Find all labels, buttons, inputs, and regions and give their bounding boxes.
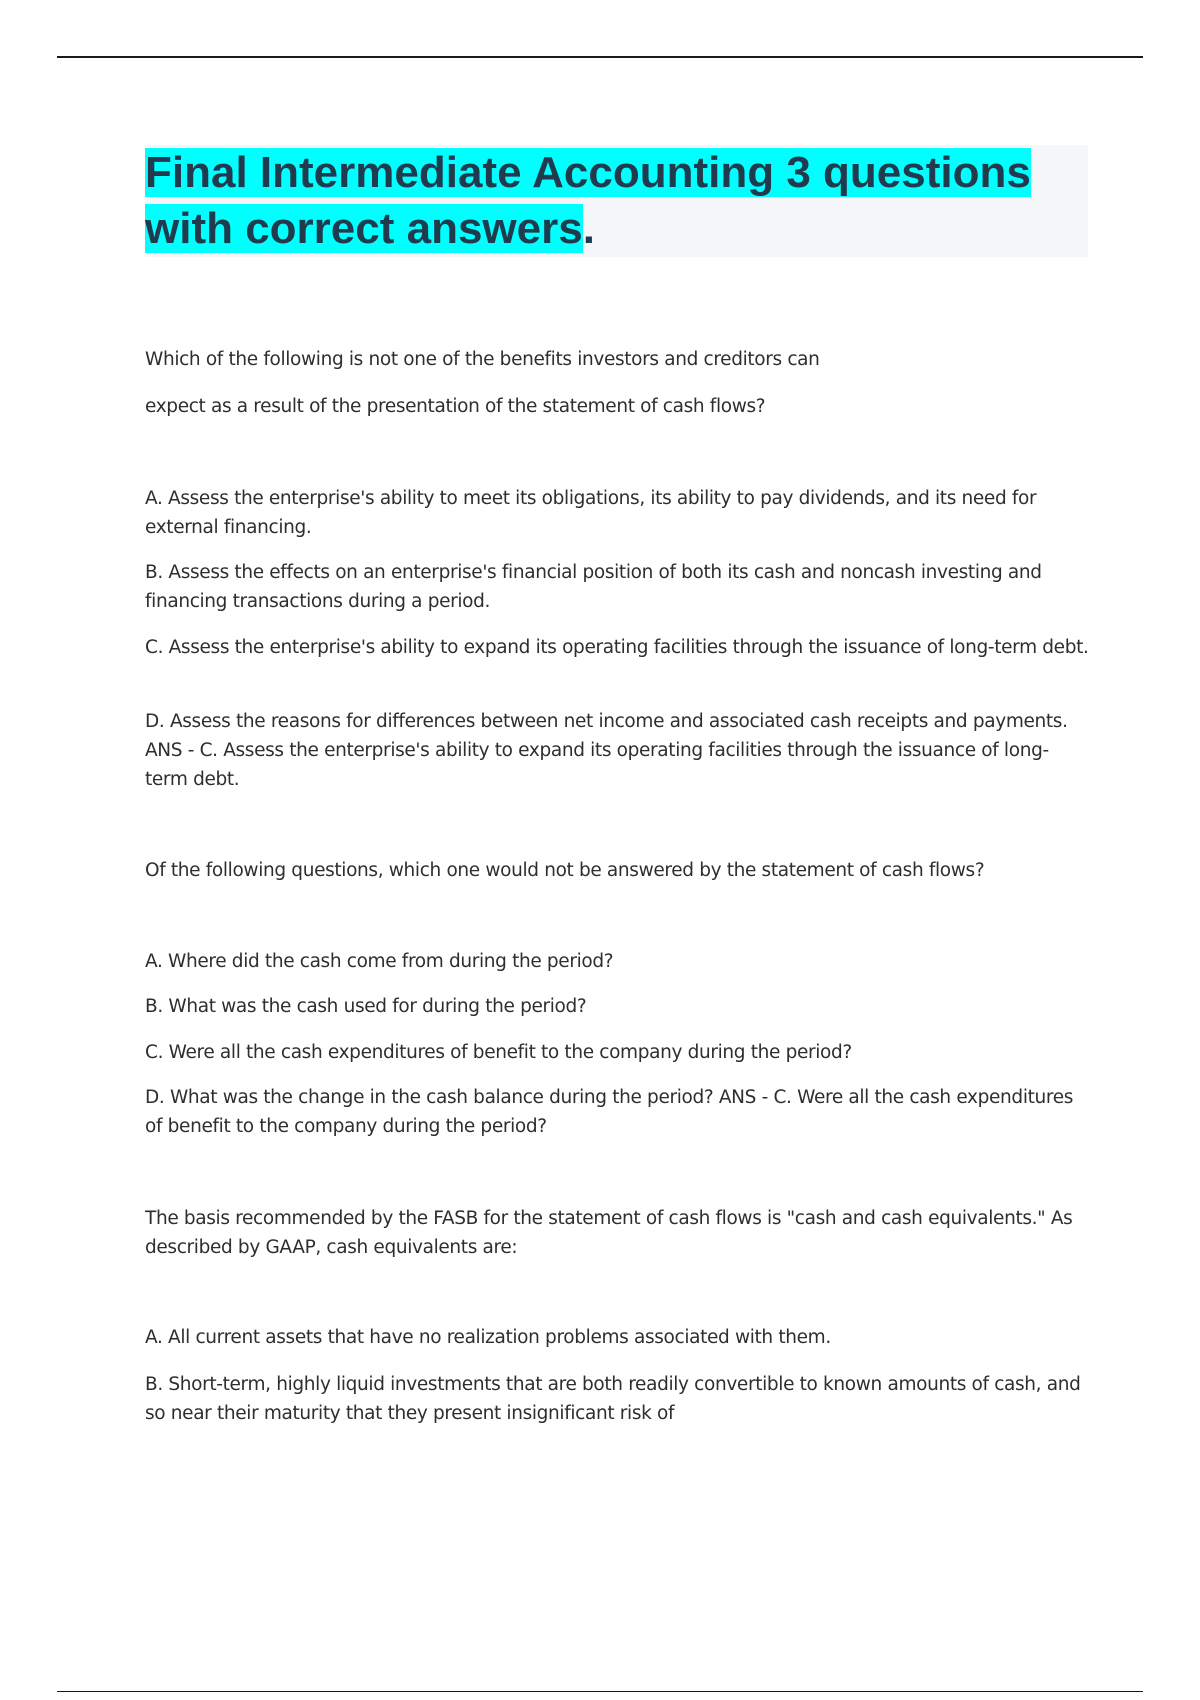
top-rule <box>57 56 1143 58</box>
title-period: . <box>582 204 595 253</box>
q2-option-d-answer: D. What was the change in the cash balance during the period? ANS - C. Were all the cash expenditures of benefit to the company during the period? <box>145 1087 1074 1137</box>
q2-stem: Of the following questions, which one would not be answered by the statement of cash flows? <box>145 860 985 881</box>
q1-option-a: A. Assess the enterprise's ability to meet its obligations, its ability to pay dividends, and its need for external financing. <box>145 488 1037 538</box>
q1-stem-line2: expect as a result of the presentation of the statement of cash flows? <box>145 396 766 417</box>
q1-stem-line1: Which of the following is not one of the benefits investors and creditors can <box>145 349 820 370</box>
q3-option-b: B. Short-term, highly liquid investments that are both readily convertible to known amounts of cash, and so near their maturity that they present insignificant risk of <box>145 1374 1081 1424</box>
bottom-rule <box>57 1691 1143 1692</box>
document-title <box>145 145 1088 257</box>
q3-option-a: A. All current assets that have no realization problems associated with them. <box>145 1327 831 1348</box>
q2-option-b: B. What was the cash used for during the period? <box>145 996 587 1017</box>
q2-option-a: A. Where did the cash come from during the period? <box>145 951 614 972</box>
title-highlight: Final Intermediate Accounting 3 questions with correct answers <box>145 148 1031 253</box>
title-block <box>145 145 1088 257</box>
q1-option-b: B. Assess the effects on an enterprise's financial position of both its cash and noncash investing and financing transactions during a period. <box>145 562 1042 612</box>
q2-option-c: C. Were all the cash expenditures of benefit to the company during the period? <box>145 1042 852 1063</box>
q1-option-d-answer: D. Assess the reasons for differences between net income and associated cash receipts and payments. ANS - C. Assess the enterprise's ability to expand its operating facilities through the issuance of long-term debt. <box>145 711 1068 790</box>
q1-option-c: C. Assess the enterprise's ability to expand its operating facilities through the issuance of long-term debt. <box>145 637 1089 658</box>
q3-stem: The basis recommended by the FASB for the statement of cash flows is "cash and cash equivalents." As described by GAAP, cash equivalents are: <box>145 1208 1073 1258</box>
